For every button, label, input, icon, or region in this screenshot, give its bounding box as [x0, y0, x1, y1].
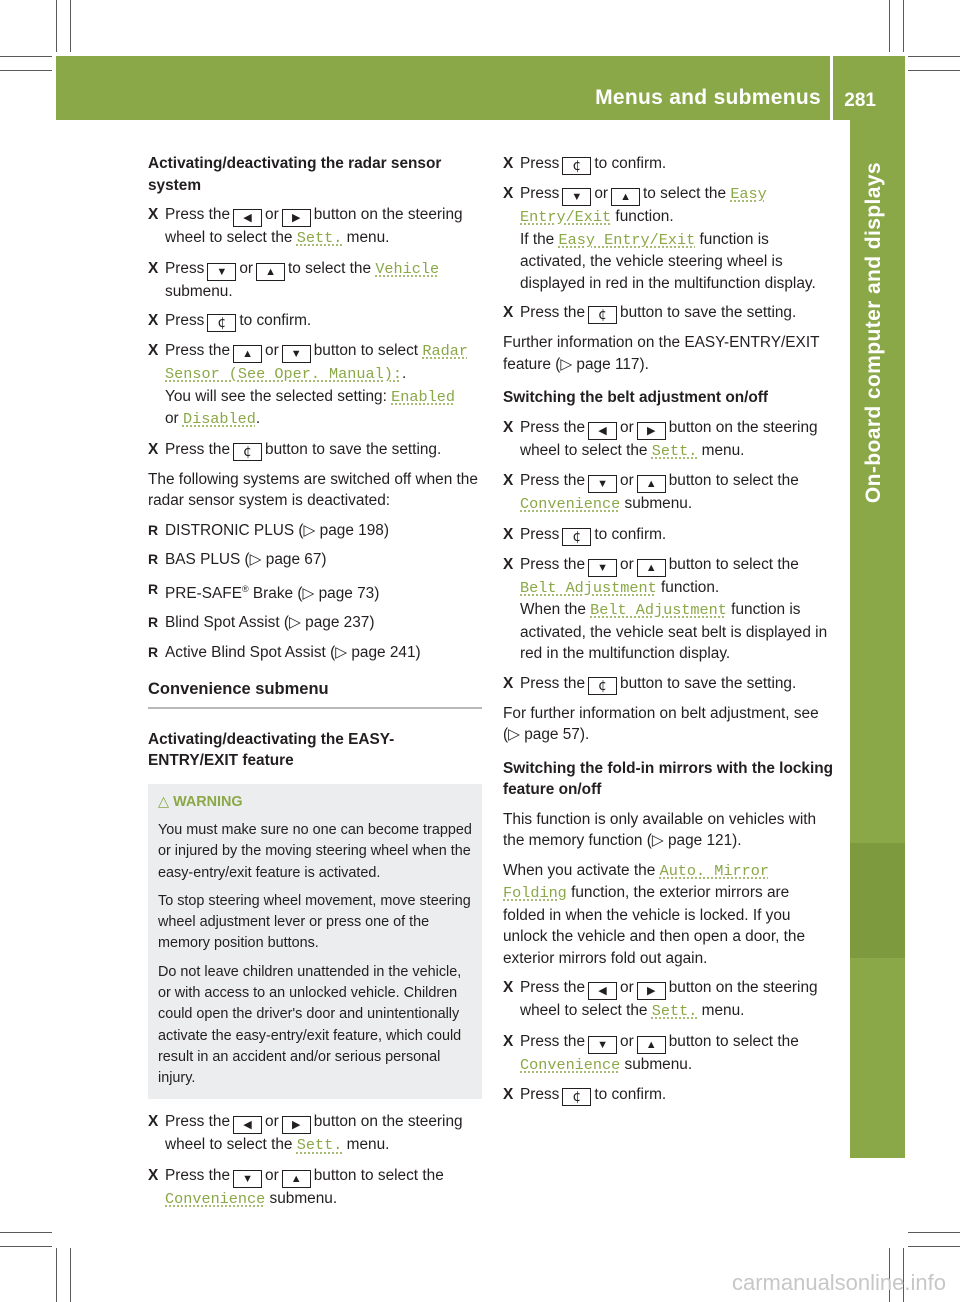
- display-text: Sett.: [651, 1002, 698, 1020]
- up-key-icon: ▲: [282, 1170, 311, 1188]
- step: X Press the ▼ or ▲ button to select the Belt Adjustment function. When the Belt Adjustment function is activated, the vehicle seat belt is displayed in red in the multifunction display.: [503, 554, 835, 665]
- ok-key-icon: ¢: [562, 528, 591, 546]
- warning-text: You must make sure no one can become trapped or injured by the moving steering wheel when the easy-entry/exit feature is activated.: [158, 821, 472, 881]
- paragraph: This function is only available on vehicles with the memory function (▷ page 121).: [503, 810, 817, 849]
- down-key-icon: ▼: [588, 1036, 617, 1054]
- up-key-icon: ▲: [637, 475, 666, 493]
- list-item: R DISTRONIC PLUS (▷ page 198): [148, 520, 482, 542]
- crop-mark: [908, 70, 960, 71]
- step: X Press the ◀ or ▶ button on the steering wheel to select the Sett. menu.: [503, 977, 835, 1023]
- display-text: Sett.: [296, 1136, 343, 1155]
- display-text: Belt Adjustment: [590, 601, 727, 619]
- step: X Press ¢ to confirm.: [503, 524, 835, 546]
- right-key-icon: ▶: [282, 209, 311, 227]
- ok-key-icon: ¢: [207, 314, 236, 332]
- warning-box: [148, 784, 482, 1100]
- section-heading: Convenience submenu: [148, 679, 482, 709]
- side-tab-marker: [850, 843, 905, 958]
- warning-text: To stop steering wheel movement, move steering wheel adjustment lever or press one of the memory position buttons.: [158, 892, 471, 952]
- up-key-icon: ▲: [233, 345, 262, 363]
- left-key-icon: ◀: [588, 422, 617, 440]
- paragraph: When you activate the Auto. Mirror Folding function, the exterior mirrors are folded in when the vehicle is locked. If you unlock the vehicle and then open a door, the exterior mirrors fold out again.: [503, 861, 806, 967]
- display-text: Convenience: [165, 1189, 266, 1208]
- list-item: R Blind Spot Assist (▷ page 237): [148, 612, 482, 634]
- down-key-icon: ▼: [282, 345, 311, 363]
- display-text: Belt Adjustment: [520, 578, 657, 597]
- page-number: 281: [844, 90, 876, 111]
- down-key-icon: ▼: [562, 188, 591, 206]
- left-key-icon: ◀: [233, 1116, 262, 1134]
- down-key-icon: ▼: [233, 1170, 262, 1188]
- crop-mark: [70, 0, 71, 52]
- crop-mark: [908, 1246, 960, 1247]
- warning-icon: △: [158, 793, 170, 810]
- list-item: R BAS PLUS (▷ page 67): [148, 549, 482, 571]
- list-item: R PRE-SAFE® Brake (▷ page 73): [148, 579, 482, 605]
- step: X Press the ▲ or ▼ button to select Radar Sensor (See Oper. Manual):. You will see the selected setting: Enabled or Disabled.: [148, 340, 482, 431]
- ok-key-icon: ¢: [588, 677, 617, 695]
- header-bar: [56, 56, 905, 120]
- left-key-icon: ◀: [233, 209, 262, 227]
- step: X Press the ◀ or ▶ button on the steering wheel to select the Sett. menu.: [148, 1111, 482, 1157]
- step: X Press the ¢ button to save the setting.: [148, 439, 482, 461]
- display-text: Disabled: [182, 410, 256, 428]
- step: X Press ¢ to confirm.: [148, 310, 482, 332]
- step: X Press ¢ to confirm.: [503, 1084, 835, 1106]
- warning-text: Do not leave children unattended in the vehicle, or with access to an unlocked vehicle. Children could open the driver's door and unintentionally activate the easy-entry/exit feature, which could result in an accident and/or serious personal injury.: [158, 963, 462, 1087]
- header-divider: [830, 56, 833, 120]
- crop-mark: [56, 1248, 57, 1302]
- down-key-icon: ▼: [588, 475, 617, 493]
- step: X Press the ◀ or ▶ button on the steering wheel to select the Sett. menu.: [503, 417, 835, 463]
- right-key-icon: ▶: [637, 982, 666, 1000]
- crop-mark: [0, 70, 52, 71]
- display-text: Auto. Mirror Folding: [503, 861, 769, 902]
- step: X Press the ¢ button to save the setting.: [503, 302, 835, 324]
- crop-mark: [0, 56, 52, 57]
- up-key-icon: ▲: [637, 1036, 666, 1054]
- warning-title: WARNING: [173, 793, 243, 810]
- right-key-icon: ▶: [637, 422, 666, 440]
- ok-key-icon: ¢: [233, 443, 262, 461]
- left-key-icon: ◀: [588, 982, 617, 1000]
- crop-mark: [908, 56, 960, 57]
- left-column: [148, 153, 482, 1218]
- ok-key-icon: ¢: [562, 157, 591, 175]
- crop-mark: [70, 1248, 71, 1302]
- header-title: Menus and submenus: [595, 86, 821, 109]
- heading-belt: Switching the belt adjustment on/off: [503, 389, 769, 406]
- step: X Press the ▼ or ▲ button to select the Convenience submenu.: [503, 1031, 835, 1077]
- paragraph: Further information on the EASY-ENTRY/EXIT feature (▷ page 117).: [503, 334, 820, 373]
- step: X Press the ◀ or ▶ button on the steering wheel to select the Sett. menu.: [148, 204, 482, 250]
- display-text: Convenience: [520, 495, 621, 513]
- display-text: Enabled: [391, 387, 455, 406]
- down-key-icon: ▼: [588, 559, 617, 577]
- step: X Press ▼ or ▲ to select the Vehicle submenu.: [148, 258, 482, 303]
- crop-mark: [56, 0, 57, 52]
- display-text: Easy Entry/Exit: [520, 185, 767, 226]
- step: X Press the ¢ button to save the setting.: [503, 673, 835, 695]
- paragraph: For further information on belt adjustment, see (▷ page 57).: [503, 704, 819, 743]
- display-text: Radar Sensor (See Oper. Manual):: [165, 342, 468, 383]
- step: X Press the ▼ or ▲ button to select the Convenience submenu.: [503, 470, 835, 516]
- heading-mirror: Switching the fold-in mirrors with the locking feature on/off: [503, 759, 834, 798]
- list-item: R Active Blind Spot Assist (▷ page 241): [148, 642, 482, 664]
- paragraph: The following systems are switched off when the radar sensor system is deactivated:: [148, 470, 478, 509]
- up-key-icon: ▲: [637, 559, 666, 577]
- right-key-icon: ▶: [282, 1116, 311, 1134]
- ok-key-icon: ¢: [588, 306, 617, 324]
- display-text: Sett.: [651, 441, 698, 460]
- crop-mark: [903, 0, 904, 52]
- watermark: carmanualsonline.info: [731, 1270, 946, 1295]
- step: X Press ¢ to confirm.: [503, 153, 835, 175]
- down-key-icon: ▼: [207, 263, 236, 281]
- crop-mark: [908, 1232, 960, 1233]
- display-text: Vehicle: [375, 259, 440, 278]
- step: X Press ▼ or ▲ to select the Easy Entry/Exit function. If the Easy Entry/Exit function is activated, the vehicle steering wheel is displayed in red in the multifunction display.: [503, 183, 835, 294]
- crop-mark: [0, 1246, 52, 1247]
- display-text: Convenience: [520, 1055, 621, 1074]
- display-text: Easy Entry/Exit: [558, 230, 696, 249]
- display-text: Sett.: [296, 229, 343, 247]
- up-key-icon: ▲: [611, 188, 640, 206]
- up-key-icon: ▲: [256, 263, 285, 281]
- ok-key-icon: ¢: [562, 1088, 591, 1106]
- heading-easy-entry: Activating/deactivating the EASY-ENTRY/EXIT feature: [148, 730, 395, 770]
- heading-radar: Activating/deactivating the radar sensor system: [148, 155, 442, 194]
- right-column: [503, 153, 835, 1114]
- side-tab-label: On-board computer and displays: [862, 162, 885, 504]
- crop-mark: [0, 1232, 52, 1233]
- crop-mark: [889, 0, 890, 52]
- step: X Press the ▼ or ▲ button to select the Convenience submenu.: [148, 1165, 482, 1211]
